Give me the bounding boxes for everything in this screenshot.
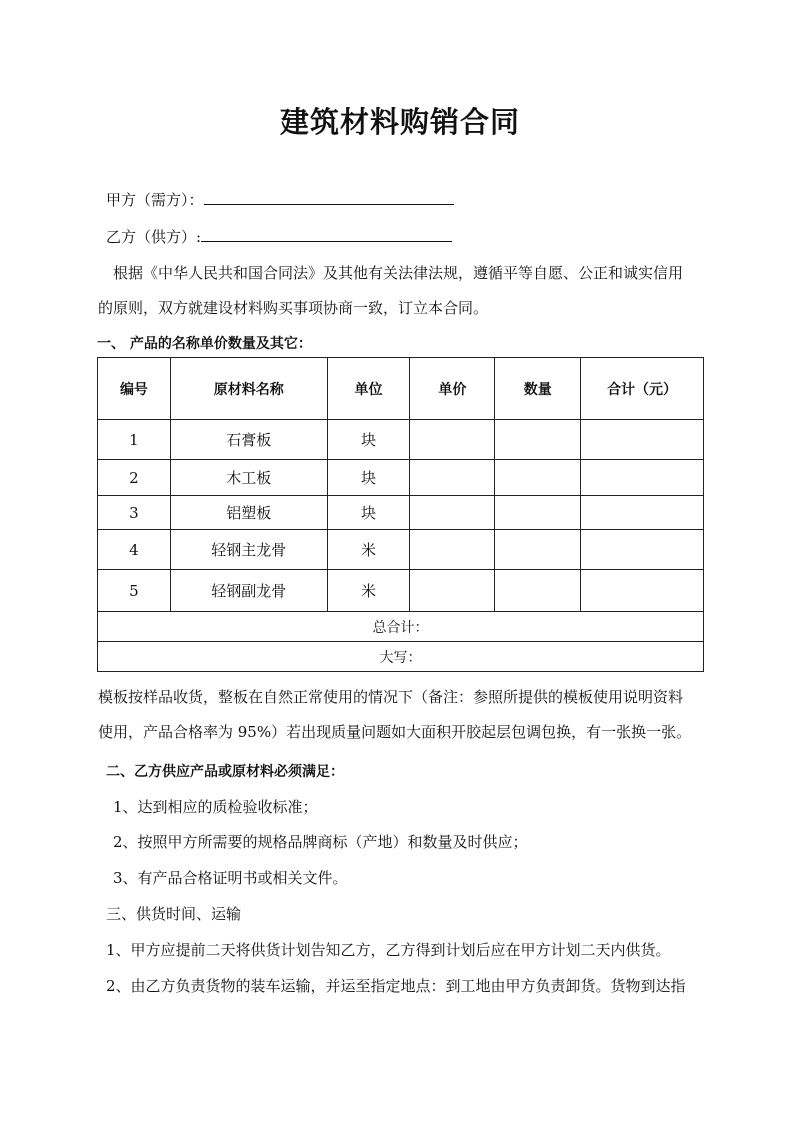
table-row <box>98 570 704 612</box>
note-line-1: 模板按样品收货，整板在自然正常使用的情况下（备注：参照所提供的模板使用说明资料 <box>98 688 684 706</box>
section-2-item: 1、达到相应的质检验收标准； <box>113 798 318 816</box>
cell-unit: 米 <box>327 570 410 612</box>
section-3-item: 2、由乙方负责货物的装车运输，并运至指定地点：到工地由甲方负责卸货。货物到达指 <box>106 977 686 995</box>
cell-name: 轻钢主龙骨 <box>170 530 327 570</box>
party-a-label: 甲方（需方）： <box>106 191 204 209</box>
cell-no: 3 <box>98 496 171 530</box>
cell-total <box>581 496 704 530</box>
table-header-row <box>98 358 704 420</box>
cell-price <box>410 420 495 460</box>
cell-no: 5 <box>98 570 171 612</box>
cell-unit: 米 <box>327 530 410 570</box>
intro-line-1: 根据《中华人民共和国合同法》及其他有关法律法规，遵循平等自愿、公正和诚实信用 <box>113 264 684 282</box>
section-3-heading: 三、供货时间、运输 <box>106 905 242 923</box>
cell-price <box>410 570 495 612</box>
cell-total <box>581 460 704 496</box>
materials-table <box>97 357 704 672</box>
party-a-row <box>106 190 454 210</box>
col-header: 单位 <box>327 358 410 420</box>
section-2-item: 3、有产品合格证明书或相关文件。 <box>113 869 348 887</box>
cell-price <box>410 530 495 570</box>
page-title: 建筑材料购销合同 <box>279 105 520 139</box>
cell-total <box>581 530 704 570</box>
capital-amount-row <box>98 642 704 672</box>
cell-unit: 块 <box>327 496 410 530</box>
col-header: 单价 <box>410 358 495 420</box>
col-header: 数量 <box>495 358 581 420</box>
party-b-blank <box>201 227 452 242</box>
cell-qty <box>495 530 581 570</box>
cell-price <box>410 496 495 530</box>
table-row <box>98 460 704 496</box>
intro-line-2: 的原则，双方就建设材料购买事项协商一致，订立本合同。 <box>98 299 489 317</box>
cell-qty <box>495 420 581 460</box>
grand-total-label: 总合计： <box>98 612 704 642</box>
capital-amount-label: 大写： <box>98 642 704 672</box>
section-2-heading: 二、乙方供应产品或原材料必须满足： <box>106 764 344 780</box>
cell-no: 1 <box>98 420 171 460</box>
cell-unit: 块 <box>327 460 410 496</box>
cell-name: 铝塑板 <box>170 496 327 530</box>
cell-qty <box>495 460 581 496</box>
col-header: 编号 <box>98 358 171 420</box>
cell-price <box>410 460 495 496</box>
cell-total <box>581 570 704 612</box>
col-header: 原材料名称 <box>170 358 327 420</box>
grand-total-row <box>98 612 704 642</box>
cell-no: 2 <box>98 460 171 496</box>
cell-qty <box>495 496 581 530</box>
table-row <box>98 420 704 460</box>
cell-name: 石膏板 <box>170 420 327 460</box>
section-3-item: 1、甲方应提前二天将供货计划告知乙方，乙方得到计划后应在甲方计划二天内供货。 <box>106 941 671 959</box>
cell-unit: 块 <box>327 420 410 460</box>
cell-total <box>581 420 704 460</box>
cell-qty <box>495 570 581 612</box>
section-1-heading: 一、 产品的名称单价数量及其它： <box>97 336 312 352</box>
party-a-blank <box>204 190 454 205</box>
col-header: 合计（元） <box>581 358 704 420</box>
table-row <box>98 496 704 530</box>
cell-name: 木工板 <box>170 460 327 496</box>
cell-no: 4 <box>98 530 171 570</box>
table-row <box>98 530 704 570</box>
cell-name: 轻钢副龙骨 <box>170 570 327 612</box>
party-b-label: 乙方（供方）: <box>106 228 202 246</box>
party-b-row <box>106 227 452 247</box>
section-2-item: 2、按照甲方所需要的规格品牌商标（产地）和数量及时供应； <box>113 833 528 851</box>
note-line-2: 使用，产品合格率为 95%）若出现质量问题如大面积开胶起层包调包换，有一张换一张。 <box>98 723 692 741</box>
